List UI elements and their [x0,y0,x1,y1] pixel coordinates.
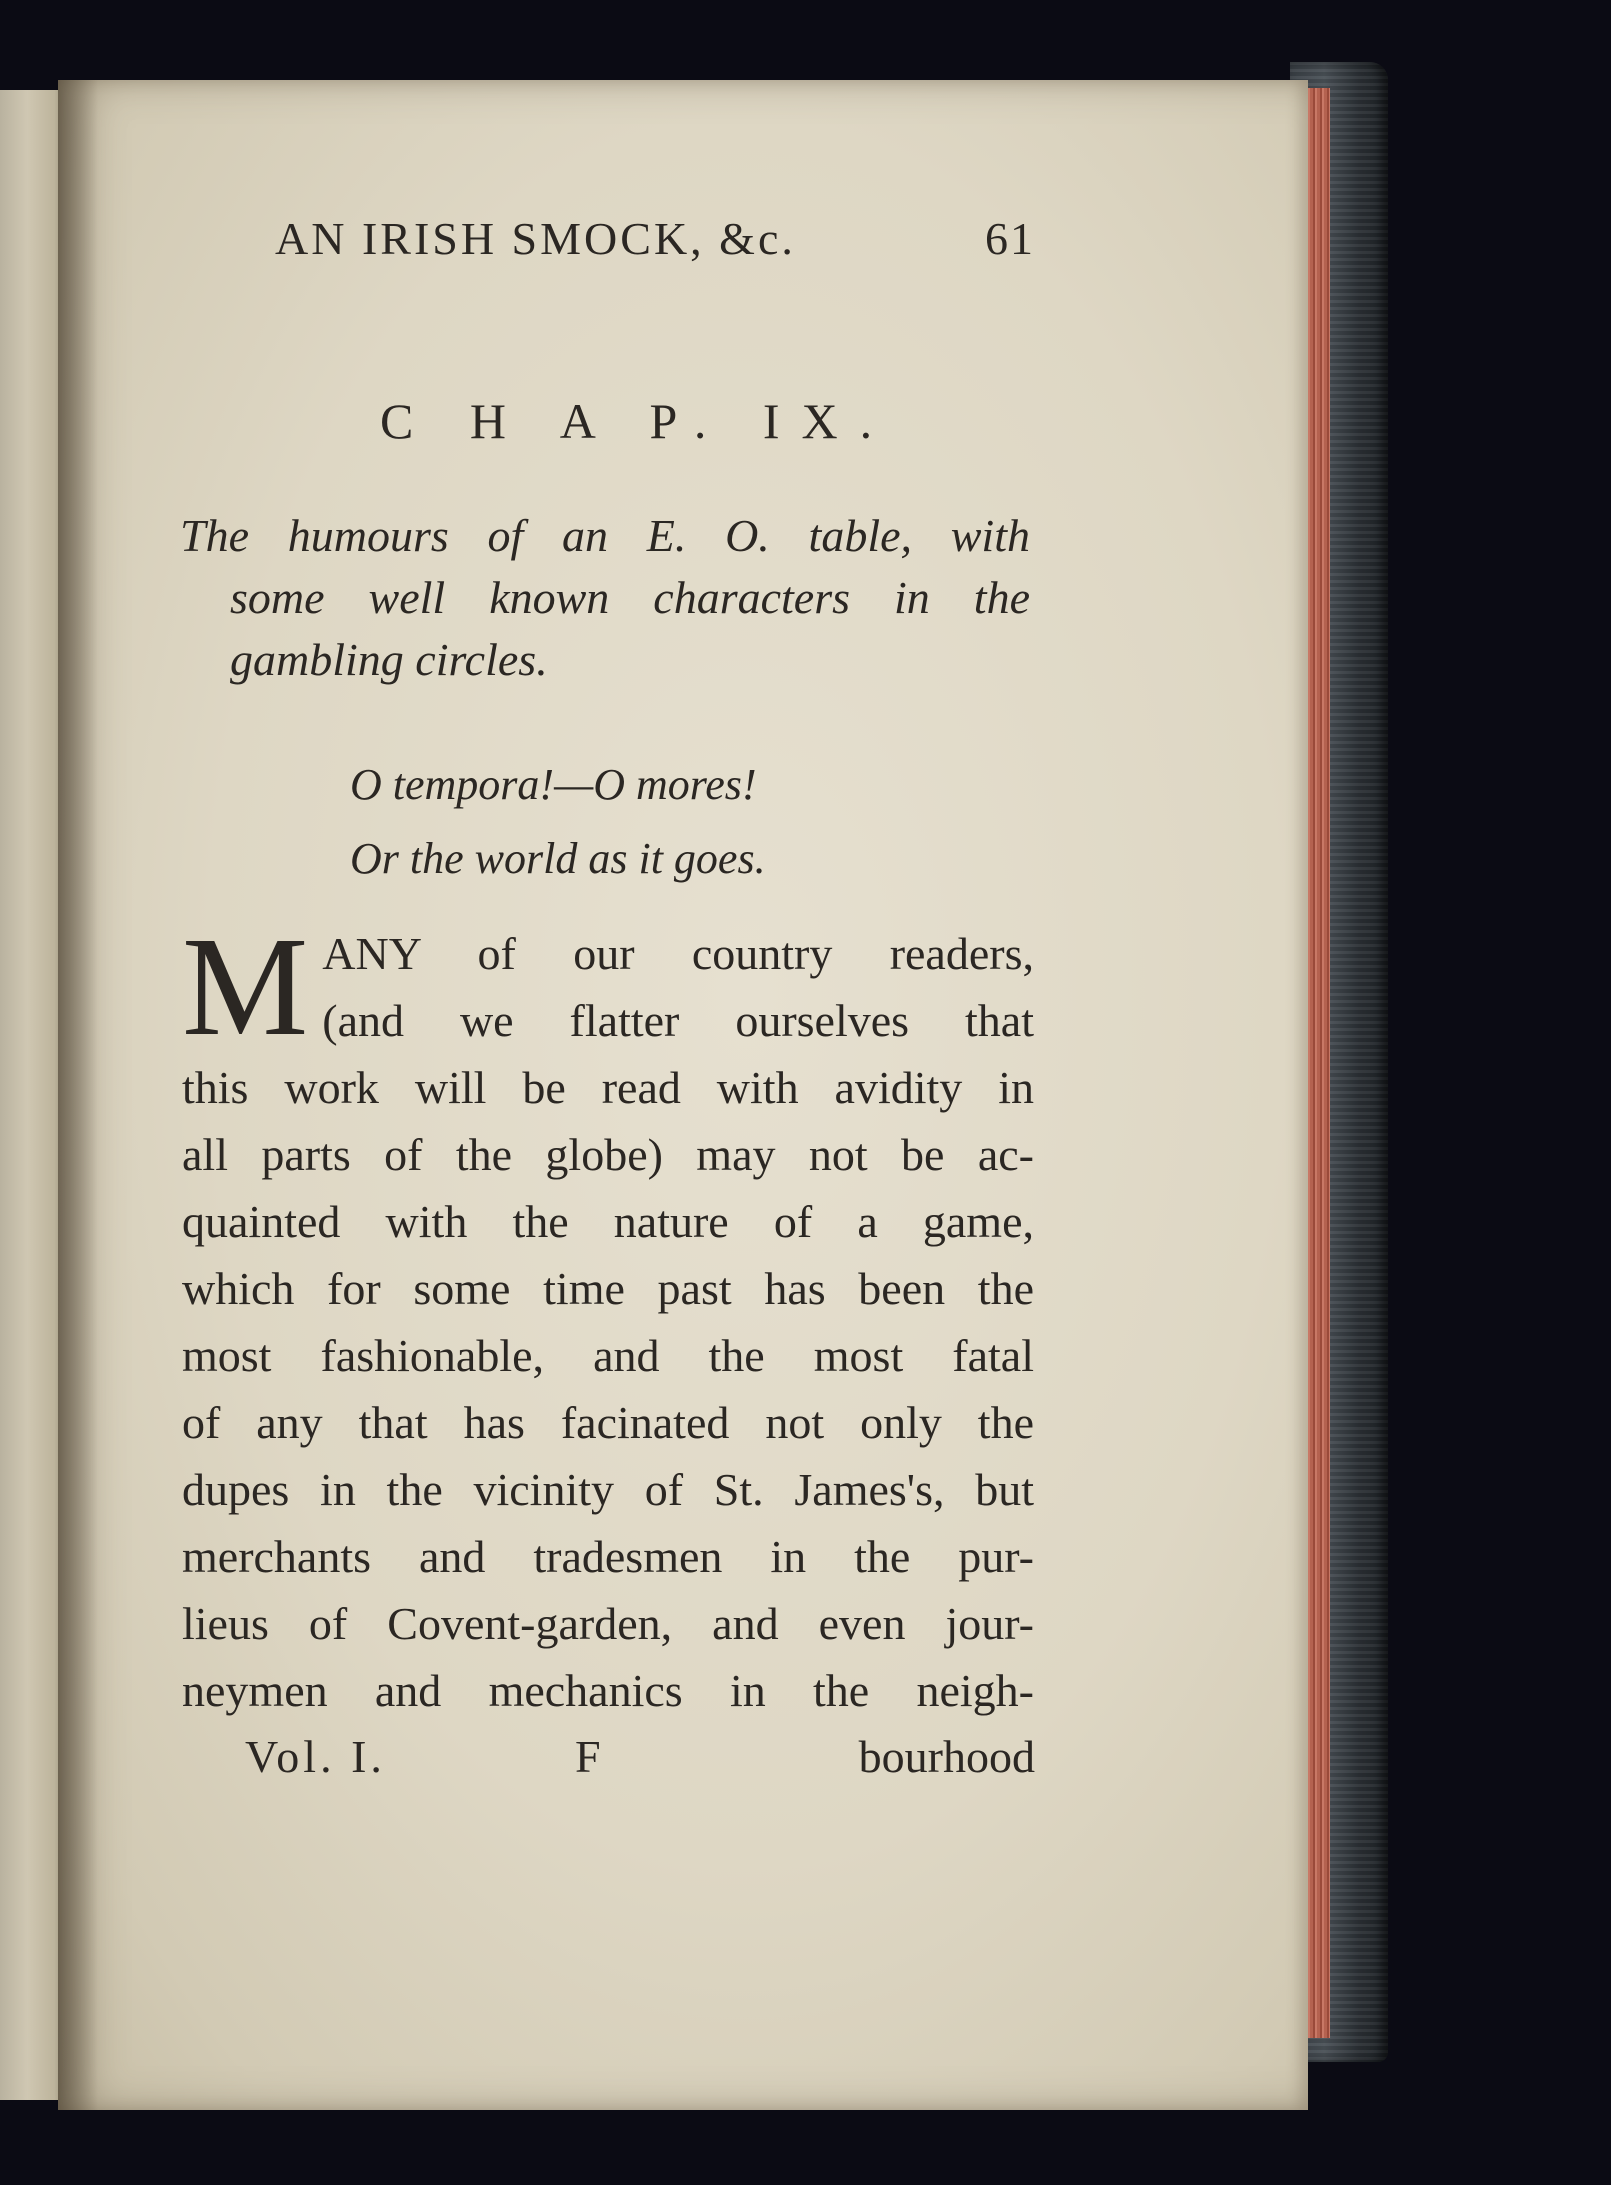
page-number: 61 [985,213,1035,264]
gutter-shadow [58,80,98,2110]
body-line: (and we flatter ourselves that [322,995,1034,1046]
drop-cap: M [182,907,309,1065]
body-line: merchants and tradesmen in the pur- [182,1531,1034,1582]
body-line: which for some time past has been the [182,1263,1034,1314]
epigraph-line: Or the world as it goes. [350,834,766,883]
running-head-title: AN IRISH SMOCK, &c. [275,213,796,264]
signature-mark: F [575,1731,601,1782]
chapter-heading-line: The humours of an E. O. table, with [180,510,1030,561]
body-line: quainted with the nature of a game, [182,1196,1034,1247]
chapter-heading-line: gambling circles. [230,634,548,685]
body-line: neymen and mechanics in the neigh- [182,1665,1034,1716]
body-line: lieus of Covent-garden, and even jour- [182,1598,1034,1649]
body-line: all parts of the globe) may not be ac- [182,1129,1034,1180]
catchword: bourhood [858,1731,1035,1782]
body-line: this work will be read with avidity in [182,1062,1034,1113]
body-line: most fashionable, and the most fatal [182,1330,1034,1381]
chapter-heading [180,505,1030,691]
running-head [275,212,1035,265]
chapter-title: C H A P. IX. [380,393,895,449]
body-line: of any that has facinated not only the [182,1397,1034,1448]
body-line: dupes in the vicinity of St. James's, but [182,1464,1034,1515]
body-line: ANY of our country readers, [322,928,1034,979]
epigraph-line: O tempora!—O mores! [350,760,757,809]
volume-mark: Vol. I. [245,1731,386,1782]
chapter-heading-line: some well known characters in the [230,572,1030,623]
body-text [182,907,1034,1724]
epigraph [350,748,766,896]
